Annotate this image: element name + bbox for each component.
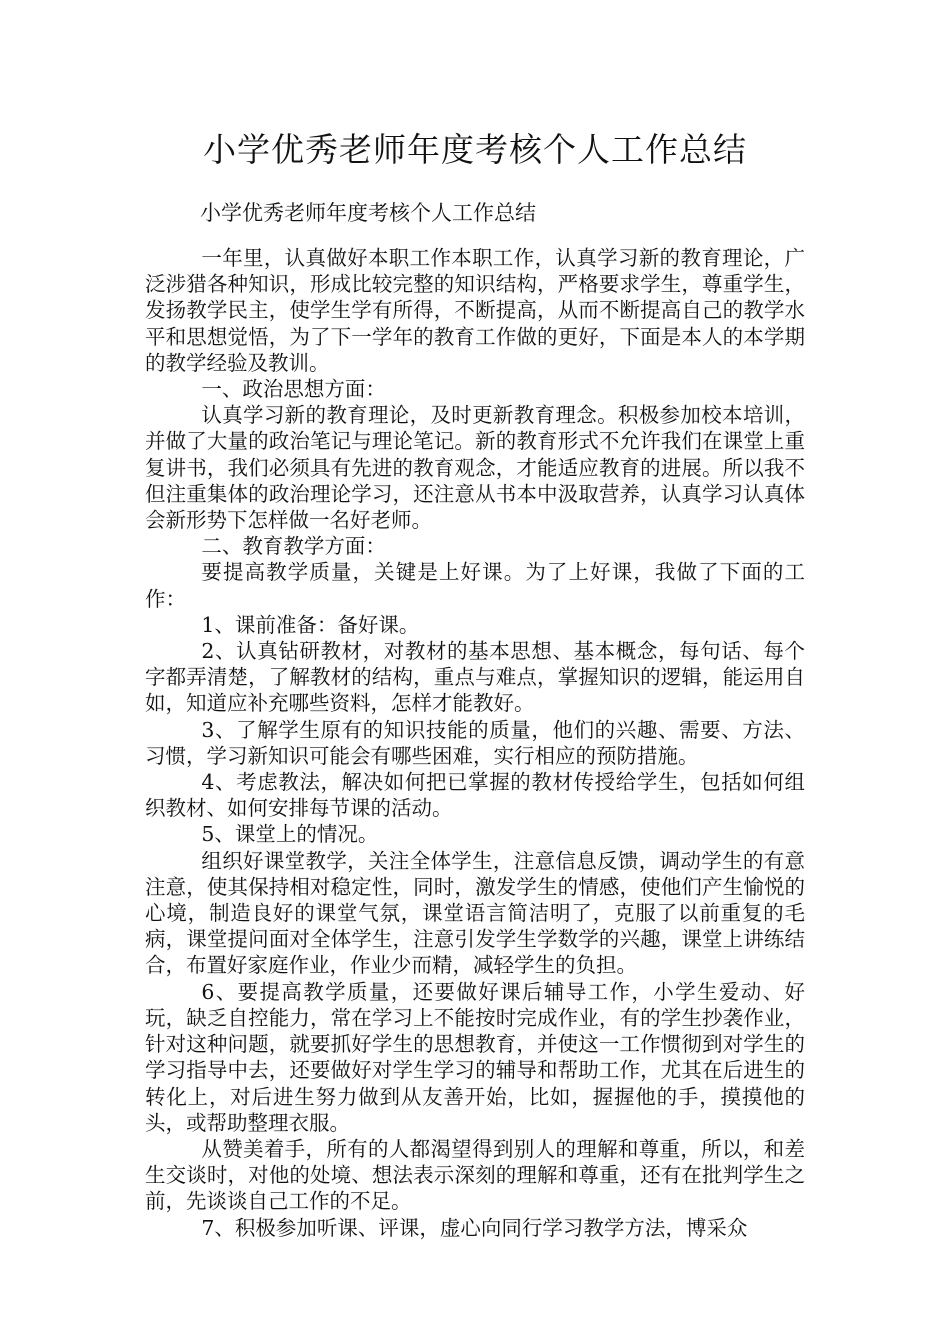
- paragraph-political-thought: 认真学习新的教育理论，及时更新教育理念。积极参加校本培训，并做了大量的政治笔记与理论笔记。新的教育形式不允许我们在课堂上重复讲书，我们必须具有先进的教育观念，才能适应教育的进展。所以我不但注重集体的政治理论学习，还注意从书本中汲取营养，认真学习认真体会新形势下怎样做一名好老师。: [145, 403, 805, 533]
- document-subtitle: 小学优秀老师年度考核个人工作总结: [200, 201, 536, 225]
- list-item-5: 5、课堂上的情况。: [201, 822, 379, 847]
- list-item-6: 6、要提高教学质量，还要做好课后辅导工作，小学生爱动、好玩，缺乏自控能力，常在学习上不能按时完成作业，有的学生抄袭作业，针对这种问题，就要抓好学生的思想教育，并使这一工作惯彻到对学生的学习指导中去，还要做好对学生学习的辅导和帮助工作，尤其在后进生的转化上，对后进生努力做到从友善开始，比如，握握他的手，摸摸他的头，或帮助整理衣服。: [145, 979, 805, 1135]
- list-item-2: 2、认真钻研教材，对教材的基本思想、基本概念，每句话、每个字都弄清楚，了解教材的结构，重点与难点，掌握知识的逻辑，能运用自如，知道应补充哪些资料，怎样才能教好。: [145, 639, 805, 716]
- list-item-4: 4、考虑教法，解决如何把已掌握的教材传授给学生，包括如何组织教材、如何安排每节课的活动。: [145, 770, 805, 821]
- document-title: 小学优秀老师年度考核个人工作总结: [203, 130, 747, 169]
- list-item-1: 1、课前准备：备好课。: [201, 612, 420, 637]
- paragraph-classroom: 组织好课堂教学，关注全体学生，注意信息反馈，调动学生的有意注意，使其保持相对稳定性，同时，激发学生的情感，使他们产生愉悦的心境，制造良好的课堂气氛，课堂语言简洁明了，克服了以前重复的毛病，课堂提问面对全体学生，注意引发学生学数学的兴趣，课堂上讲练结合，布置好家庭作业，作业少而精，减轻学生的负担。: [145, 848, 805, 978]
- list-item-7: 7、积极参加听课、评课，虚心向同行学习教学方法，博采众: [201, 1215, 748, 1240]
- paragraph-teaching-intro: 要提高教学质量，关键是上好课。为了上好课，我做了下面的工作：: [145, 560, 805, 611]
- paragraph-intro: 一年里，认真做好本职工作本职工作，认真学习新的教育理论，广泛涉猎各种知识，形成比较完整的知识结构，严格要求学生，尊重学生，发扬教学民主，使学生学有所得，不断提高，从而不断提高自己的教学水平和思想觉悟，为了下一学年的教育工作做的更好，下面是本人的本学期的教学经验及教训。: [145, 246, 805, 375]
- paragraph-praise: 从赞美着手，所有的人都渴望得到别人的理解和尊重，所以，和差生交谈时，对他的处境、想法表示深刻的理解和尊重，还有在批判学生之前，先谈谈自己工作的不足。: [145, 1136, 805, 1214]
- heading-political-thought: 一、政治思想方面：: [201, 377, 386, 402]
- document-body: [145, 245, 805, 1241]
- list-item-3: 3、了解学生原有的知识技能的质量，他们的兴趣、需要、方法、习惯，学习新知识可能会有哪些困难，实行相应的预防措施。: [145, 717, 805, 768]
- heading-teaching: 二、教育教学方面：: [201, 534, 386, 559]
